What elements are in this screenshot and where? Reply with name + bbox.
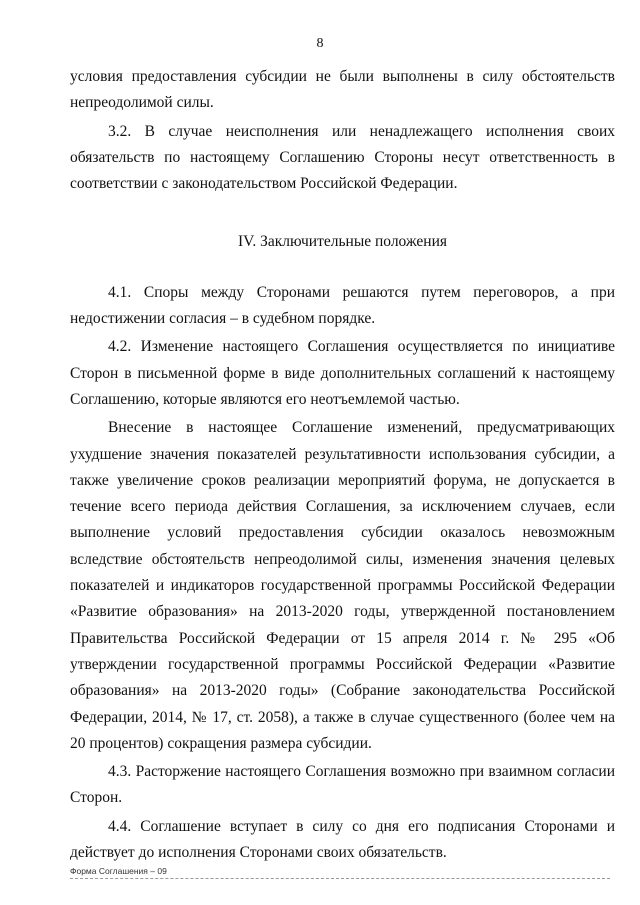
paragraph-continuation: условия предоставления субсидии не были выполнены в силу обстоятельств непреодолимой силы. [70, 68, 615, 112]
paragraph-4-1: 4.1. Споры между Сторонами решаются путем переговоров, а при недостижении согласия – в судебном порядке. [70, 283, 615, 328]
page-number: 8 [316, 36, 324, 51]
footer-divider [70, 878, 610, 879]
paragraph-amendments: Внесение в настоящее Соглашение изменений, предусматривающих ухудшение значения показателей результативности использования субсидии, а также увеличение сроков реализации мероприятий форума, не допускается в течение всего периода действия Соглашения, за исключением случаев, если выполнение условий предоставления субсидии оказалось невозможным вследствие обстоятельств непреодолимой силы, изменения значения целевых показателей и индикаторов государственной программы Российской Федерации «Развитие образования» на 2013-2020 годы, утвержденной постановлением Правительства Российской Федерации от 15 апреля 2014 г. № 295 «Об утверждении государственной программы Российской Федерации «Развитие образования» на 2013-2020 годы» (Собрание законодательства Российской Федерации, 2014, № 17, ст. 2058), а также в случае существенного (более чем на 20 процентов) сокращения размера субсидии. [70, 419, 615, 752]
form-footer-label: Форма Соглашения – 09 [70, 866, 167, 876]
paragraph-3-2: 3.2. В случае неисполнения или ненадлежащего исполнения своих обязательств по настоящему Соглашению Стороны несут ответственность в соответствии с законодательством Российской Федерации. [70, 122, 615, 193]
paragraph-4-2: 4.2. Изменение настоящего Соглашения осуществляется по инициативе Сторон в письменной форме в виде дополнительных соглашений к настоящему Соглашению, которые являются его неотъемлемой частью. [70, 338, 615, 408]
section-heading: IV. Заключительные положения [237, 233, 448, 251]
paragraph-4-4: 4.4. Соглашение вступает в силу со дня его подписания Сторонами и действует до исполнения Сторонами своих обязательств. [70, 817, 615, 862]
paragraph-4-3: 4.3. Расторжение настоящего Соглашения возможно при взаимном согласии Сторон. [70, 763, 615, 807]
document-body [70, 64, 615, 866]
